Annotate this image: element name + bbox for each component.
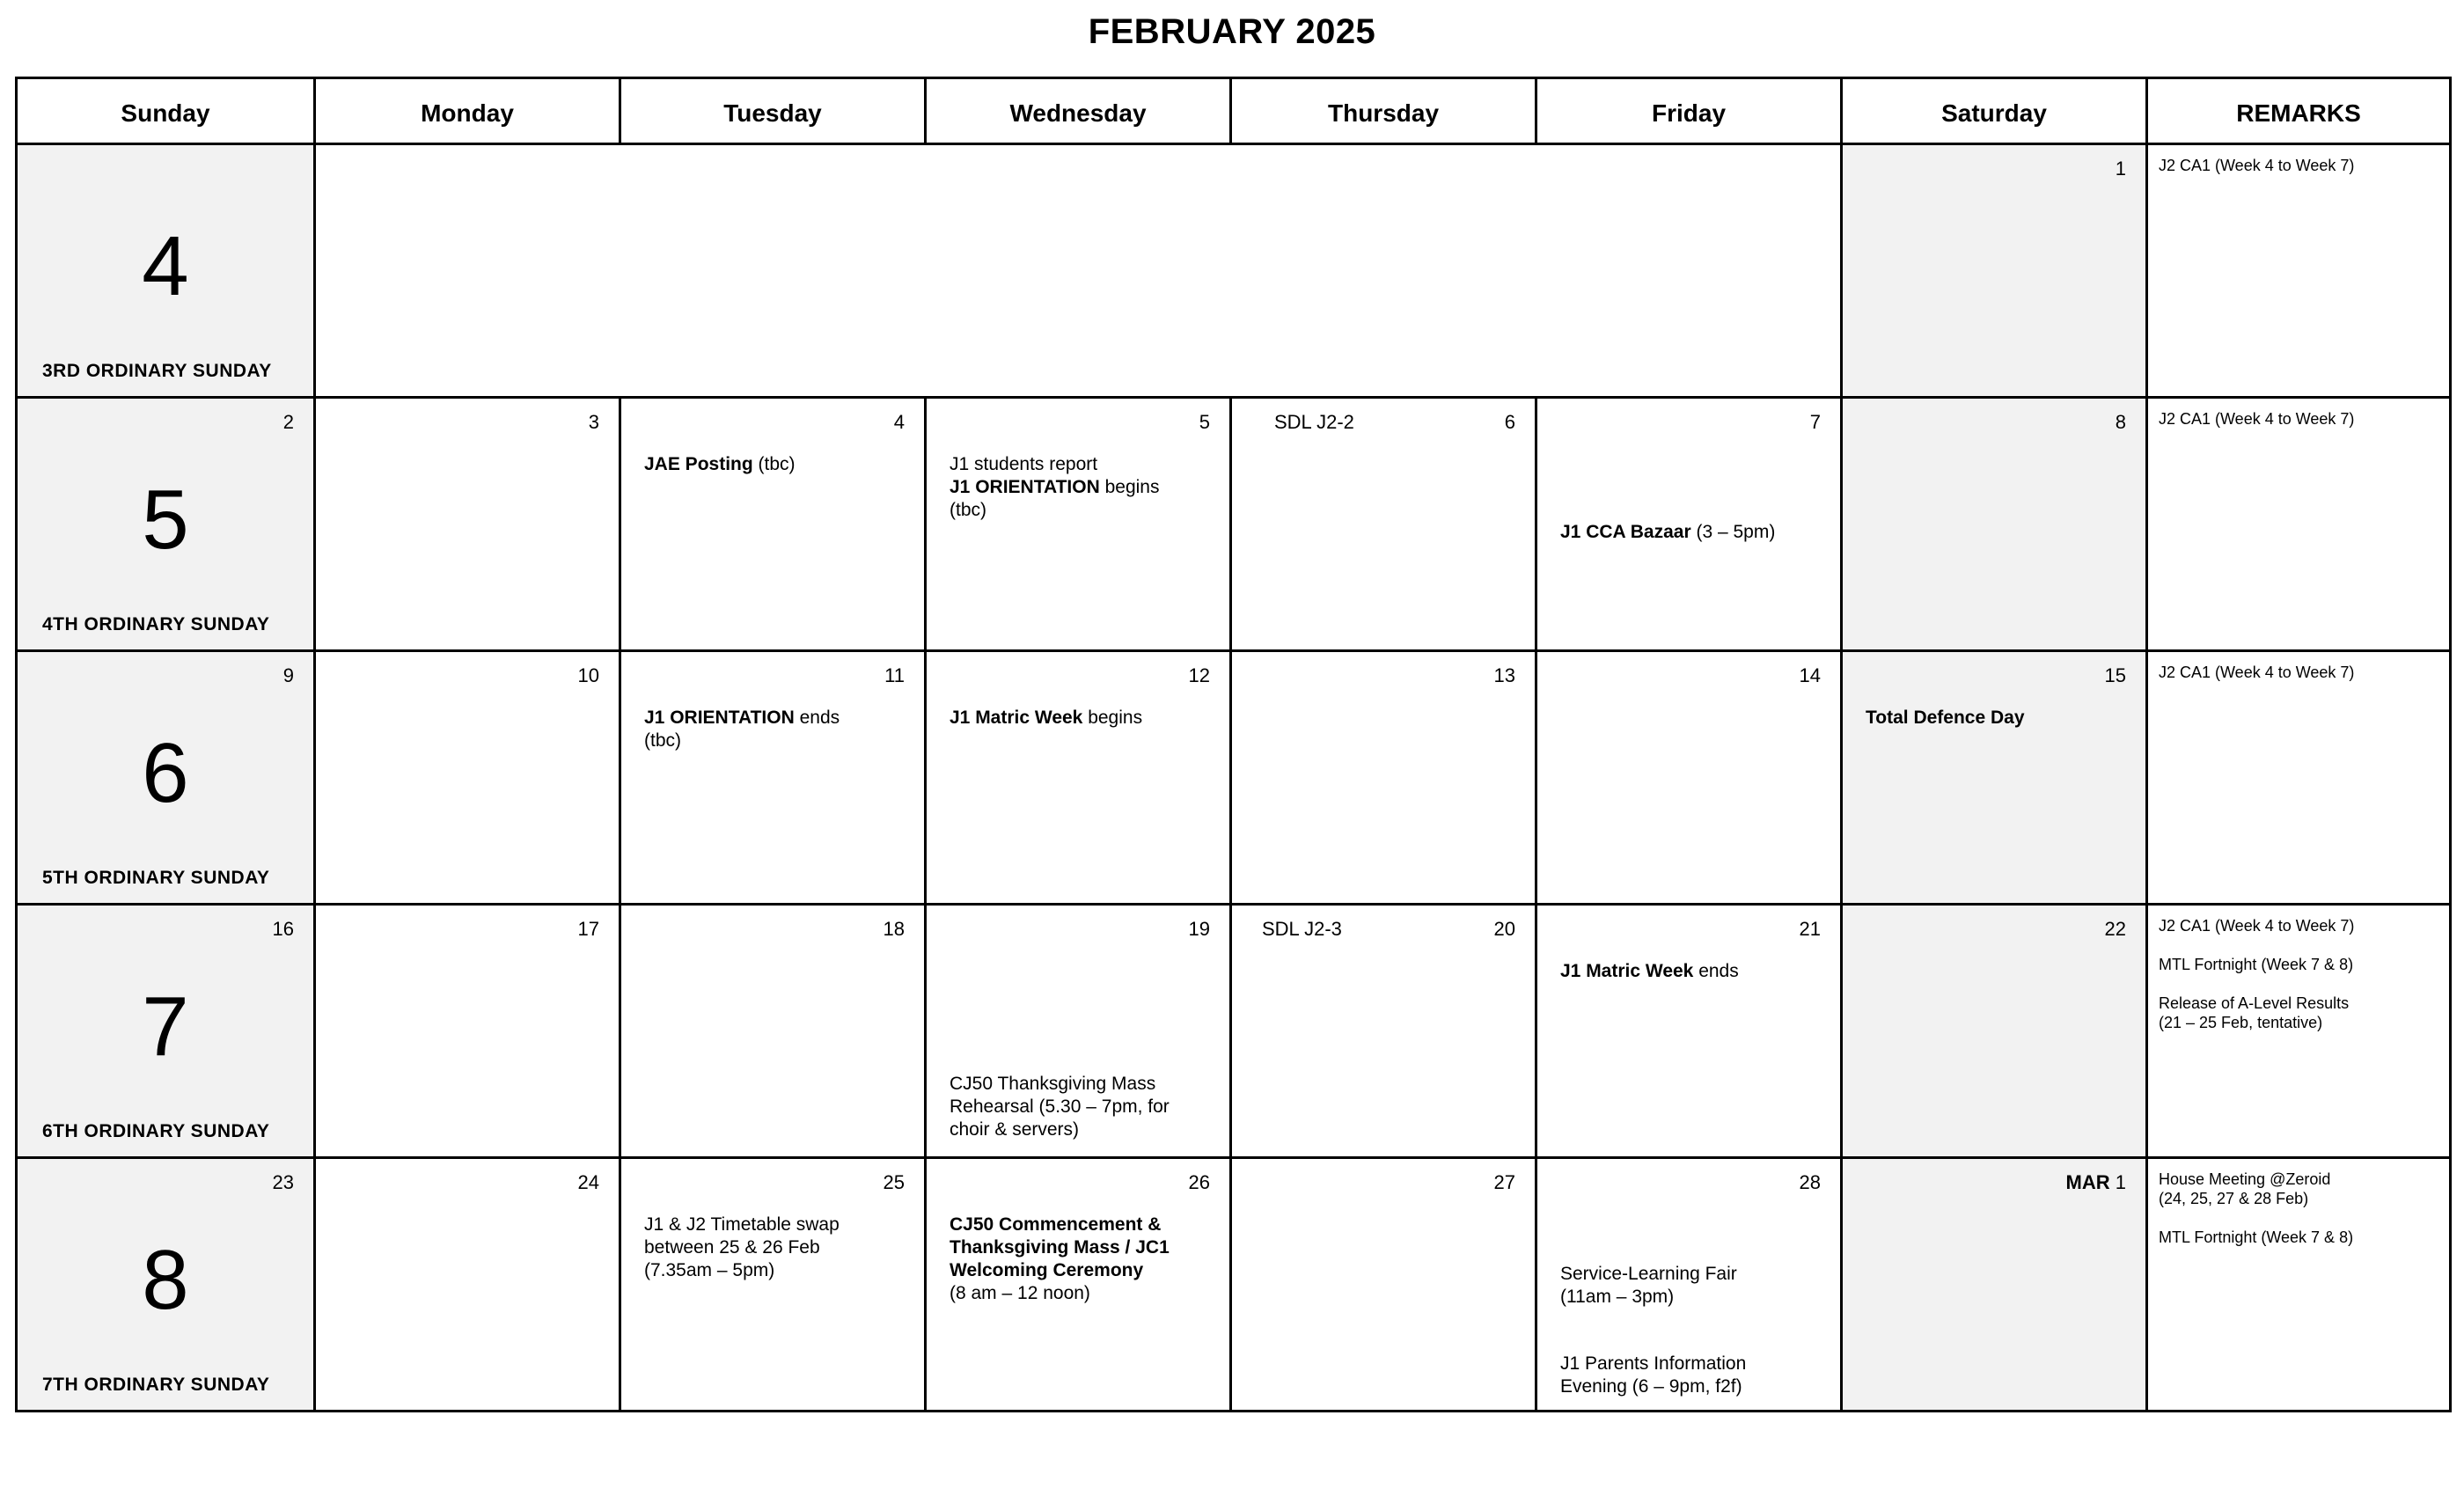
- day-cell: [926, 905, 1231, 1158]
- day-cell: [620, 651, 926, 905]
- remark: (21 – 25 Feb, tentative): [2159, 1014, 2323, 1031]
- day-number: 2: [282, 411, 294, 433]
- day-number: 17: [577, 918, 599, 940]
- remark: Release of A-Level Results: [2159, 994, 2350, 1012]
- day-cell: [1536, 651, 1842, 905]
- week-row: [17, 398, 2451, 651]
- sunday-label: 6TH ORDINARY SUNDAY: [42, 1121, 270, 1141]
- day-cell: [620, 398, 926, 651]
- week-row: [17, 1158, 2451, 1412]
- day-cell: [926, 1158, 1231, 1412]
- day-number: 26: [1188, 1171, 1210, 1193]
- day-number: 15: [2104, 664, 2126, 686]
- header-friday: Friday: [1536, 78, 1842, 144]
- event: CJ50 Thanksgiving Mass Rehearsal (5.30 – 7pm, for choir & servers): [950, 1074, 1170, 1140]
- day-number: 27: [1493, 1171, 1515, 1193]
- day-number: 24: [577, 1171, 599, 1193]
- day-cell: [315, 398, 620, 651]
- day-number: 14: [1799, 664, 1821, 686]
- event: CJ50 Commencement & Thanksgiving Mass / JC1 Welcoming Ceremony (8 am – 12 noon): [950, 1214, 1170, 1303]
- day-number: 22: [2104, 918, 2126, 940]
- sunday-label: 5TH ORDINARY SUNDAY: [42, 868, 270, 888]
- header-row: [17, 78, 2451, 144]
- header-saturday: Saturday: [1842, 78, 2147, 144]
- header-remarks: REMARKS: [2147, 78, 2451, 144]
- sunday-label: 7TH ORDINARY SUNDAY: [42, 1375, 270, 1395]
- week-number: 5: [142, 473, 189, 567]
- event: Service-Learning Fair (11am – 3pm): [1560, 1264, 1737, 1307]
- remark: MTL Fortnight (Week 7 & 8): [2159, 956, 2354, 973]
- sunday-cell: [17, 1158, 315, 1412]
- remarks-cell: [2147, 144, 2451, 398]
- saturday-cell: [1842, 651, 2147, 905]
- header-tuesday: Tuesday: [620, 78, 926, 144]
- header-monday: Monday: [315, 78, 620, 144]
- day-number: 9: [282, 664, 294, 686]
- header-sunday: Sunday: [17, 78, 315, 144]
- header-thursday: Thursday: [1231, 78, 1536, 144]
- day-cell: [926, 398, 1231, 651]
- day-number: 18: [883, 918, 905, 940]
- sunday-cell: [17, 398, 315, 651]
- day-number: 3: [588, 411, 599, 433]
- week-number: 8: [142, 1233, 189, 1327]
- week-row: [17, 651, 2451, 905]
- event: Total Defence Day: [1866, 708, 2025, 728]
- day-number: 8: [2115, 411, 2126, 433]
- day-number: 25: [883, 1171, 905, 1193]
- sdl-label: SDL J2-2: [1274, 411, 1354, 433]
- day-cell: [1231, 398, 1536, 651]
- week-number: 4: [142, 219, 189, 313]
- remarks-cell: [2147, 1158, 2451, 1412]
- day-number: 4: [893, 411, 905, 433]
- page-title: FEBRUARY 2025: [1088, 12, 1376, 51]
- day-cell: [1231, 905, 1536, 1158]
- day-number: 5: [1199, 411, 1210, 433]
- saturday-cell: [1842, 398, 2147, 651]
- remark: J2 CA1 (Week 4 to Week 7): [2159, 664, 2355, 681]
- day-cell: [620, 1158, 926, 1412]
- day-number: 7: [1809, 411, 1821, 433]
- day-cell: [926, 651, 1231, 905]
- sdl-label: SDL J2-3: [1262, 918, 1342, 940]
- week-number: 7: [142, 979, 189, 1074]
- day-number: 1: [2115, 158, 2126, 180]
- week-row: [17, 905, 2451, 1158]
- day-number: 13: [1493, 664, 1515, 686]
- saturday-cell: [1842, 144, 2147, 398]
- week-number: 6: [142, 726, 189, 820]
- event: J1 Matric Week begins: [950, 708, 1143, 728]
- sunday-label: 3RD ORDINARY SUNDAY: [42, 361, 272, 381]
- day-cell: [1231, 651, 1536, 905]
- day-number: 23: [272, 1171, 294, 1193]
- day-number: 19: [1188, 918, 1210, 940]
- day-cell: [620, 905, 926, 1158]
- remark: MTL Fortnight (Week 7 & 8): [2159, 1228, 2354, 1246]
- day-number: 20: [1493, 918, 1515, 940]
- sunday-cell: [17, 144, 315, 398]
- day-cell: [1231, 1158, 1536, 1412]
- event: J1 ORIENTATION ends (tbc): [644, 708, 840, 751]
- remark: J2 CA1 (Week 4 to Week 7): [2159, 917, 2355, 935]
- event: J1 students report J1 ORIENTATION begins (tbc): [950, 454, 1160, 520]
- day-number: 10: [577, 664, 599, 686]
- day-number: 12: [1188, 664, 1210, 686]
- day-cell: [1536, 1158, 1842, 1412]
- saturday-cell: [1842, 1158, 2147, 1412]
- remarks-cell: [2147, 398, 2451, 651]
- day-number: 11: [884, 664, 905, 686]
- empty-days-cell: [315, 144, 1842, 398]
- day-cell: [1536, 905, 1842, 1158]
- event: J1 & J2 Timetable swap between 25 & 26 Feb (7.35am – 5pm): [644, 1214, 840, 1280]
- day-number: MAR 1: [2065, 1171, 2126, 1193]
- remark: House Meeting @Zeroid: [2159, 1170, 2331, 1188]
- remarks-cell: [2147, 651, 2451, 905]
- sunday-cell: [17, 905, 315, 1158]
- day-number: 16: [272, 918, 294, 940]
- calendar-table: [15, 77, 2452, 1412]
- remark: (24, 25, 27 & 28 Feb): [2159, 1190, 2309, 1207]
- event: J1 CCA Bazaar (3 – 5pm): [1560, 522, 1776, 542]
- day-cell: [1536, 398, 1842, 651]
- remark: J2 CA1 (Week 4 to Week 7): [2159, 410, 2355, 428]
- saturday-cell: [1842, 905, 2147, 1158]
- day-number: 28: [1799, 1171, 1821, 1193]
- event: J1 Matric Week ends: [1560, 961, 1739, 981]
- day-cell: [315, 1158, 620, 1412]
- header-wednesday: Wednesday: [926, 78, 1231, 144]
- remarks-cell: [2147, 905, 2451, 1158]
- day-number: 21: [1799, 918, 1821, 940]
- sunday-label: 4TH ORDINARY SUNDAY: [42, 614, 270, 634]
- event: JAE Posting (tbc): [644, 454, 796, 474]
- day-number: 6: [1504, 411, 1515, 433]
- day-cell: [315, 651, 620, 905]
- week-row: [17, 144, 2451, 398]
- event: J1 Parents Information Evening (6 – 9pm, f2f): [1560, 1353, 1747, 1397]
- day-cell: [315, 905, 620, 1158]
- remark: J2 CA1 (Week 4 to Week 7): [2159, 157, 2355, 174]
- sunday-cell: [17, 651, 315, 905]
